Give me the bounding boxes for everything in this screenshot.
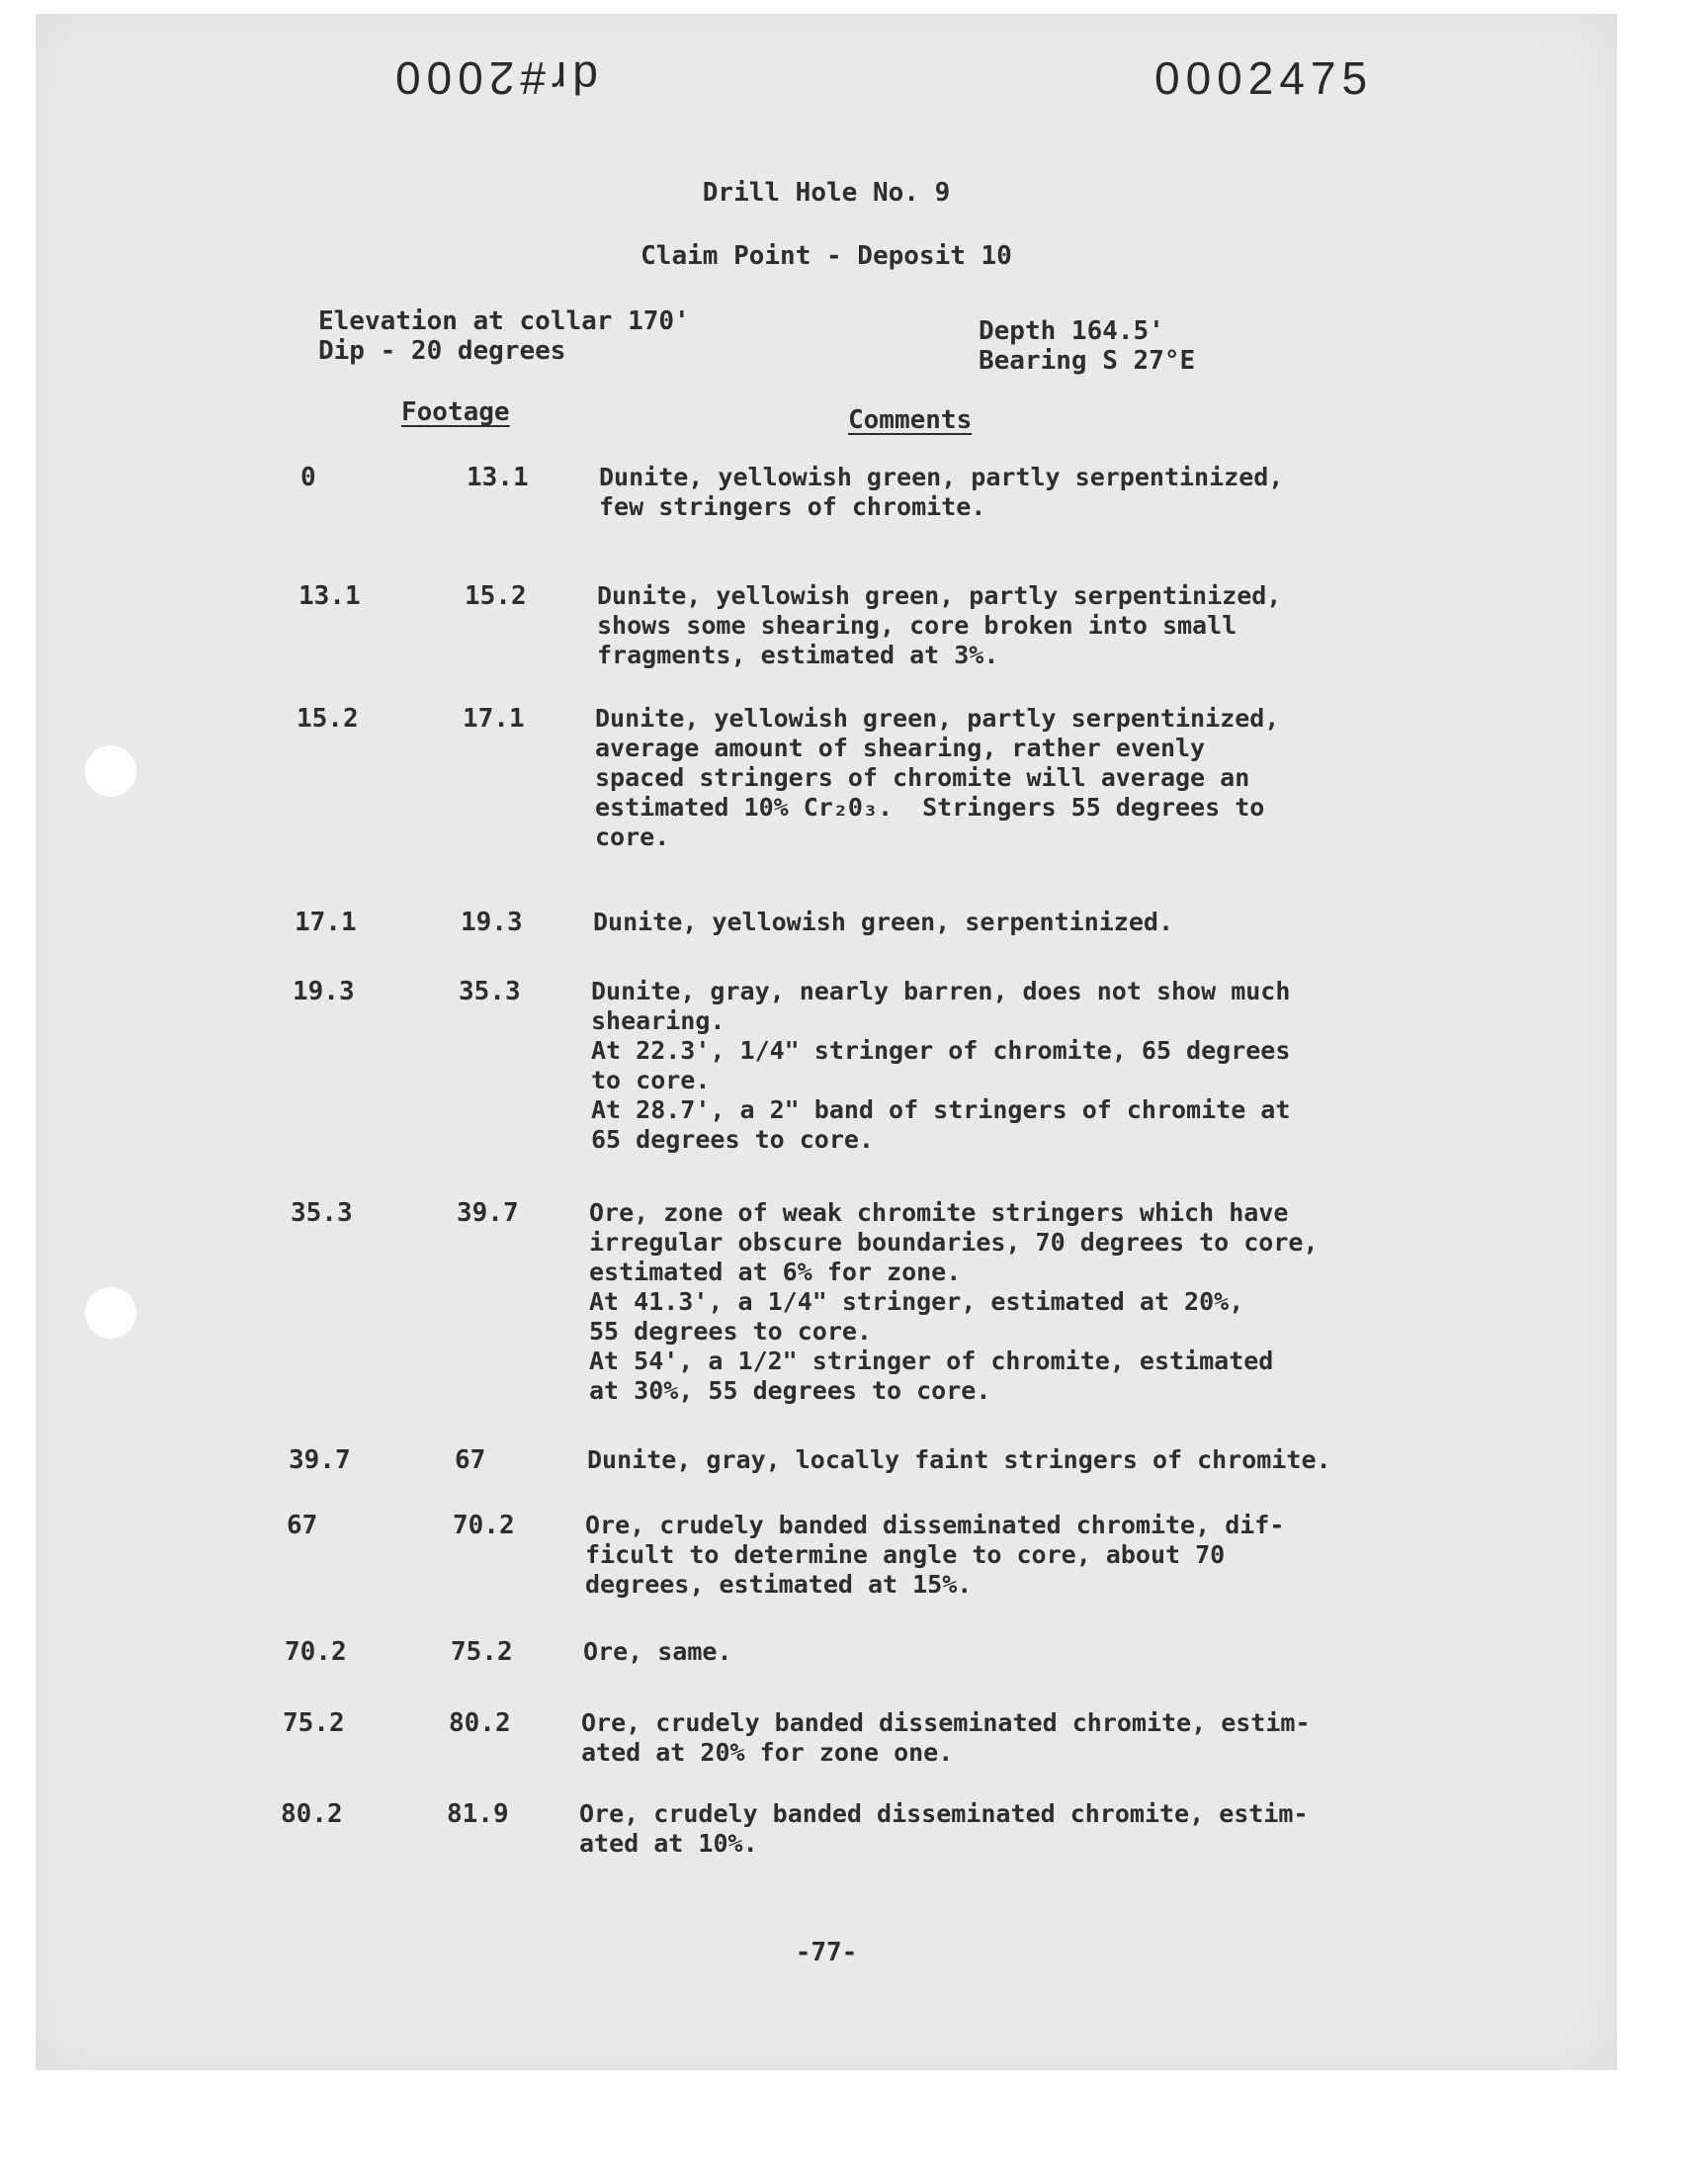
page-title: Drill Hole No. 9 [702,178,951,208]
comment-line: Dunite, gray, nearly barren, does not show much [591,977,1291,1005]
page-number: -77- [795,1938,858,1967]
footage-from: 35.3 [291,1198,353,1228]
comment-cell [599,463,1409,522]
comment-line: Dunite, yellowish green, serpentinized. [593,908,1173,936]
footage-from: 67 [287,1511,318,1540]
comment-line: Ore, zone of weak chromite stringers which have [589,1198,1289,1227]
comment-cell [589,1198,1400,1406]
comment-cell [579,1799,1390,1859]
comment-line: degrees, estimated at 15%. [585,1570,973,1599]
footage-to: 35.3 [459,977,521,1006]
footage-to: 80.2 [449,1708,511,1738]
stamp-right: 0002475 [1154,52,1374,104]
page-subtitle: Claim Point - Deposit 10 [640,241,1012,271]
stamp-left: dr#2000 [389,52,598,104]
comment-line: ficult to determine angle to core, about 70 [585,1540,1226,1569]
comment-cell [593,908,1404,937]
comment-line: At 22.3', 1/4" stringer of chromite, 65 degrees [591,1036,1291,1065]
footage-to: 39.7 [457,1198,519,1228]
comment-line: At 54', a 1/2" stringer of chromite, estimated [589,1347,1274,1375]
comment-line: irregular obscure boundaries, 70 degrees to core, [589,1228,1319,1257]
footage-from: 19.3 [293,977,355,1006]
comment-line: Ore, crudely banded disseminated chromite, dif- [585,1511,1285,1539]
comment-line: Ore, crudely banded disseminated chromite, estim- [579,1799,1309,1828]
footage-from: 39.7 [289,1445,351,1475]
comment-cell [581,1708,1392,1768]
comment-line: estimated 10% Cr₂0₃. Stringers 55 degrees to [595,793,1265,822]
comment-line: to core. [591,1066,711,1094]
comment-line: at 30%, 55 degrees to core. [589,1376,991,1405]
comment-cell [583,1637,1394,1667]
footage-to: 17.1 [463,704,525,734]
comments-header: Comments [848,405,973,435]
comment-line: Dunite, yellowish green, partly serpentinized, [595,704,1280,733]
footage-from: 70.2 [285,1637,347,1667]
footage-to: 15.2 [465,581,527,611]
comment-line: Ore, same. [583,1637,732,1666]
footage-from: 0 [300,463,316,492]
comment-line: few stringers of chromite. [599,492,986,521]
comment-cell [591,977,1402,1155]
comment-line: estimated at 6% for zone. [589,1258,962,1286]
comment-line: Dunite, yellowish green, partly serpentinized, [597,581,1282,610]
comment-line: 55 degrees to core. [589,1317,872,1346]
comment-line: Ore, crudely banded disseminated chromite, estim- [581,1708,1311,1737]
depth-text: Depth 164.5' [979,316,1164,346]
comment-line: ated at 10%. [579,1829,758,1858]
footage-from: 80.2 [281,1799,343,1829]
comment-line: spaced stringers of chromite will average an [595,763,1250,792]
footage-header: Footage [401,397,510,427]
comment-line: At 28.7', a 2" band of stringers of chromite at [591,1095,1291,1124]
comment-line: 65 degrees to core. [591,1125,874,1154]
footage-from: 17.1 [295,908,357,937]
elevation-text: Elevation at collar 170' [318,306,690,336]
comment-cell [597,581,1408,670]
footage-to: 67 [455,1445,486,1475]
footage-to: 13.1 [467,463,529,492]
comment-line: core. [595,823,670,851]
footage-to: 19.3 [461,908,523,937]
footage-from: 13.1 [299,581,361,611]
comment-line: shows some shearing, core broken into small [597,611,1238,640]
comment-line: fragments, estimated at 3%. [597,641,999,669]
comment-line: ated at 20% for zone one. [581,1738,954,1767]
comment-line: shearing. [591,1006,726,1035]
comment-line: At 41.3', a 1/4" stringer, estimated at 20%, [589,1287,1244,1316]
document-page [36,14,1617,2070]
comment-cell [587,1445,1398,1475]
comment-cell [585,1511,1396,1600]
footage-from: 75.2 [283,1708,345,1738]
footage-from: 15.2 [297,704,359,734]
footage-to: 70.2 [453,1511,515,1540]
comment-line: Dunite, gray, locally faint stringers of chromite. [587,1445,1331,1474]
footage-to: 75.2 [451,1637,513,1667]
comment-line: Dunite, yellowish green, partly serpentinized, [599,463,1284,491]
comment-line: average amount of shearing, rather evenly [595,734,1206,762]
bearing-text: Bearing S 27°E [979,346,1196,376]
footage-to: 81.9 [447,1799,509,1829]
punch-hole [85,745,136,797]
dip-text: Dip - 20 degrees [318,336,566,366]
comment-cell [595,704,1406,852]
punch-hole [85,1287,136,1339]
